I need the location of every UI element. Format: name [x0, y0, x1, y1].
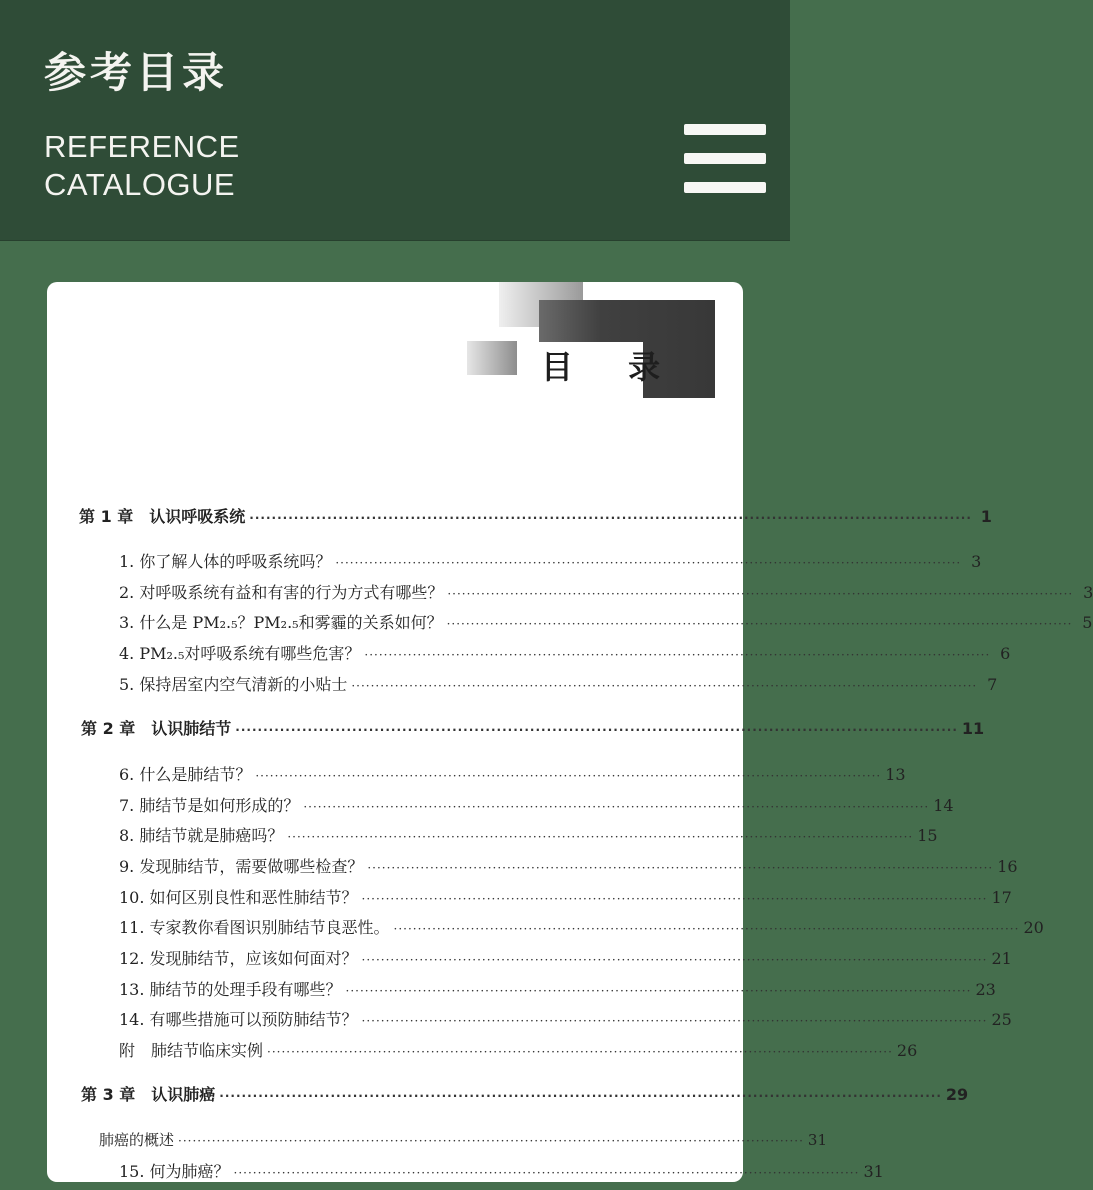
toc-leader: ··································································································································: [361, 953, 988, 967]
toc-item[interactable]: [119, 915, 1044, 938]
toc-page: 13: [885, 765, 906, 784]
toc-page: 21: [991, 949, 1012, 968]
toc-page: 5: [1082, 613, 1093, 632]
toc-label: 第 1 章 认识呼吸系统: [79, 507, 246, 526]
toc-item[interactable]: [119, 549, 982, 572]
toc-section[interactable]: [99, 1129, 827, 1150]
toc-leader: ··································································································································: [393, 922, 1020, 936]
menu-bar-icon: [684, 153, 766, 164]
toc-label: 6. 什么是肺结节？: [119, 765, 252, 784]
toc-page: 7: [987, 675, 998, 694]
toc-label: 13. 肺结节的处理手段有哪些？: [119, 980, 342, 999]
toc-leader: ··································································································································: [287, 830, 914, 844]
toc-label: 14. 有哪些措施可以预防肺结节？: [119, 1010, 358, 1029]
toc-label: 第 3 章 认识肺癌: [81, 1085, 216, 1104]
toc-page: 1: [980, 507, 992, 526]
toc-item[interactable]: [119, 823, 938, 846]
toc-leader: ··································································································································: [351, 679, 978, 693]
toc-item[interactable]: [119, 580, 1093, 603]
toc-item[interactable]: [119, 762, 906, 785]
toc-label: 第 2 章 认识肺结节: [81, 719, 232, 738]
toc-label: 11. 专家教你看图识别肺结节良恶性。: [119, 918, 390, 937]
toc-page: 15: [917, 826, 938, 845]
toc-leader: ··································································································································: [255, 769, 882, 783]
toc-page: 31: [807, 1131, 827, 1149]
toc-leader: ··································································································································: [267, 1045, 893, 1059]
toc-page: 25: [991, 1010, 1012, 1029]
toc-leader: ··································································································································: [235, 723, 958, 737]
toc-leader: ··································································································································: [361, 892, 988, 906]
toc-item[interactable]: [119, 854, 1018, 877]
menu-icon[interactable]: [684, 124, 766, 194]
toc-chapter[interactable]: [81, 1082, 969, 1105]
toc-item[interactable]: [119, 885, 1012, 908]
toc-page: 3: [971, 552, 982, 571]
menu-bar-icon: [684, 124, 766, 135]
toc-label: 10. 如何区别良性和恶性肺结节？: [119, 888, 358, 907]
toc-leader: ··································································································································: [335, 556, 962, 570]
toc-chapter[interactable]: [81, 716, 985, 739]
header-banner: [0, 0, 790, 241]
toc-leader: ··································································································································: [219, 1089, 942, 1103]
toc-label: 7. 肺结节是如何形成的？: [119, 796, 300, 815]
toc-leader: ··································································································································: [446, 617, 1073, 631]
toc-leader: ··································································································································: [364, 648, 991, 662]
toc-item[interactable]: [119, 641, 1011, 664]
toc-item[interactable]: [119, 1038, 918, 1061]
toc-leader: ··································································································································: [178, 1134, 804, 1148]
toc-label: 8. 肺结节就是肺癌吗？: [119, 826, 284, 845]
subtitle-line-1: REFERENCE: [44, 129, 240, 164]
toc-label: 5. 保持居室内空气清新的小贴士: [119, 675, 348, 694]
toc-page: 26: [896, 1041, 918, 1060]
page-subtitle: [44, 128, 240, 204]
toc-card: [47, 282, 1093, 1182]
toc-leader: ··································································································································: [361, 1014, 988, 1028]
toc-item[interactable]: [119, 672, 998, 695]
toc-item[interactable]: [119, 610, 1093, 633]
toc-label: 1. 你了解人体的呼吸系统吗？: [119, 552, 332, 571]
toc-leader: ··································································································································: [303, 800, 930, 814]
menu-bar-icon: [684, 182, 766, 193]
toc-leader: ··································································································································: [233, 1166, 860, 1180]
toc-leader: ··································································································································: [447, 587, 1074, 601]
toc-item[interactable]: [119, 946, 1012, 969]
toc-page: 11: [961, 719, 985, 738]
toc-chapter[interactable]: [79, 504, 992, 527]
toc-page: 17: [991, 888, 1012, 907]
toc-leader: ··································································································································: [367, 861, 994, 875]
toc-label: 15. 何为肺癌？: [119, 1162, 230, 1181]
toc-leader: ··································································································································: [345, 984, 972, 998]
toc-item[interactable]: [119, 1159, 884, 1182]
toc-item[interactable]: [119, 1007, 1012, 1030]
toc-page: 6: [1000, 644, 1011, 663]
toc-label: 2. 对呼吸系统有益和有害的行为方式有哪些？: [119, 583, 444, 602]
toc-page: 31: [863, 1162, 884, 1181]
toc-page: 23: [975, 980, 996, 999]
toc-page: 3: [1083, 583, 1093, 602]
toc-page: 14: [933, 796, 954, 815]
page-title: 参考目录: [44, 48, 229, 97]
toc-label: 3. 什么是 PM₂.₅？PM₂.₅和雾霾的关系如何？: [119, 613, 443, 632]
toc-item[interactable]: [119, 793, 954, 816]
toc-label: 肺癌的概述: [99, 1131, 175, 1149]
toc-page: 29: [945, 1085, 969, 1104]
toc-label: 附 肺结节临床实例: [119, 1041, 264, 1060]
toc-page: 16: [997, 857, 1018, 876]
subtitle-line-2: CATALOGUE: [44, 167, 236, 202]
toc-heading: 目 录: [541, 348, 683, 386]
toc-item[interactable]: [119, 977, 996, 1000]
toc-leader: ··································································································································: [249, 511, 972, 525]
toc-page: 20: [1023, 918, 1044, 937]
decoration-block: [467, 341, 517, 375]
toc-label: 4. PM₂.₅对呼吸系统有哪些危害？: [119, 644, 361, 663]
toc-label: 9. 发现肺结节，需要做哪些检查？: [119, 857, 364, 876]
toc-label: 12. 发现肺结节，应该如何面对？: [119, 949, 358, 968]
